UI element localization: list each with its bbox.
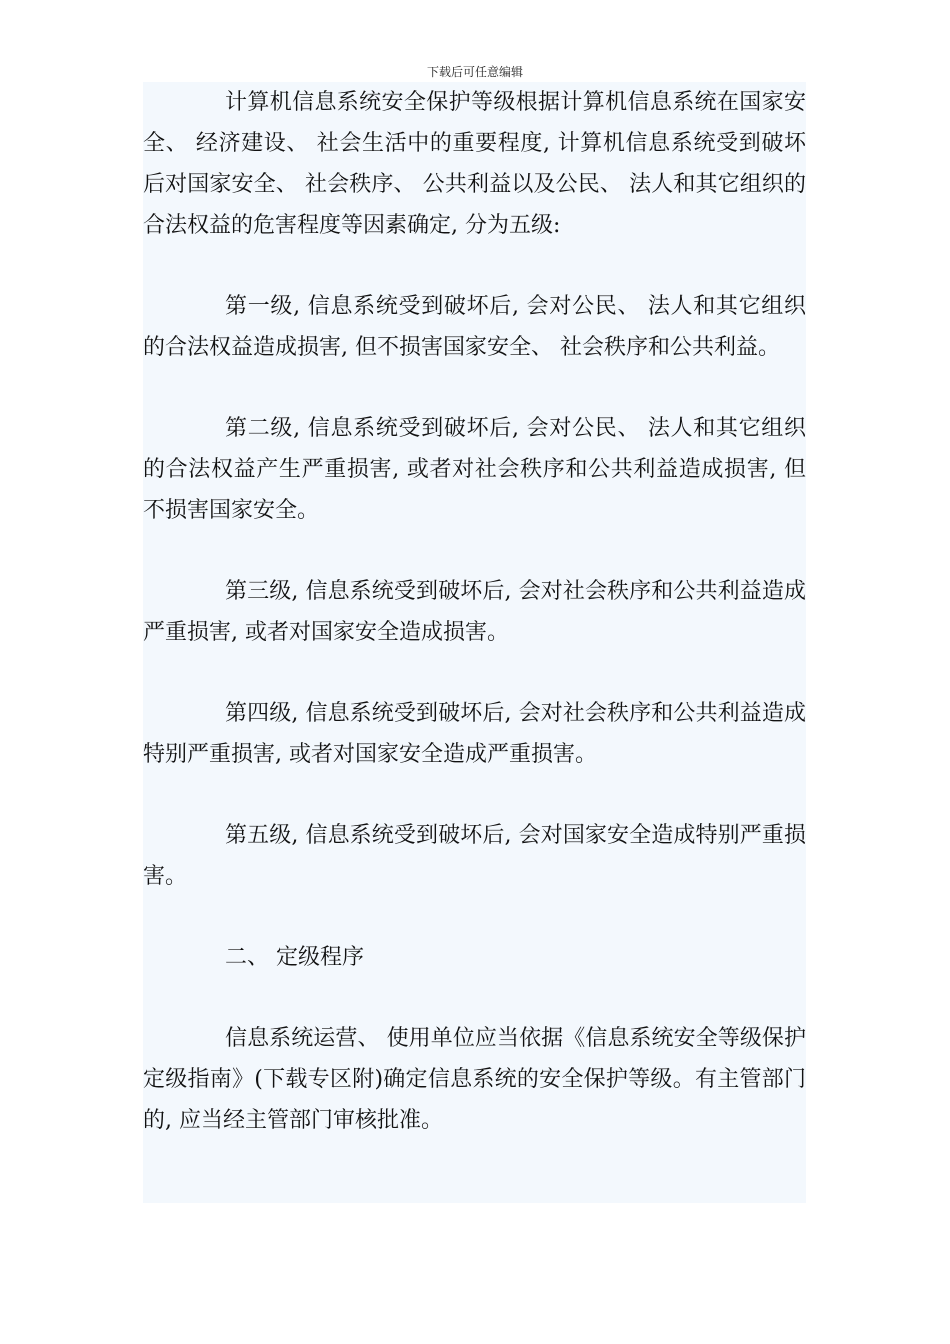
paragraph-gap <box>143 531 806 571</box>
paragraph-level-1: 第一级, 信息系统受到破坏后, 会对公民、 法人和其它组织的合法权益造成损害, 但不损害国家安全、 社会秩序和公共利益。 <box>143 294 806 360</box>
paragraph-level-2: 第二级, 信息系统受到破坏后, 会对公民、 法人和其它组织的合法权益产生严重损害, 或者对社会秩序和公共利益造成损害, 但不损害国家安全。 <box>143 416 806 523</box>
paragraph-intro: 计算机信息系统安全保护等级根据计算机信息系统在国家安全、 经济建设、 社会生活中的重要程度, 计算机信息系统受到破坏后对国家安全、 社会秩序、 公共利益以及公民、 法人和其它组织的合法权益的危害程度等因素确定, 分为五级: <box>143 90 806 238</box>
paragraph-gap <box>143 775 806 815</box>
section-heading-grading-procedure: 二、 定级程序 <box>225 945 364 970</box>
paragraph-gap <box>143 246 806 286</box>
paragraph-level-3: 第三级, 信息系统受到破坏后, 会对社会秩序和公共利益造成严重损害, 或者对国家安全造成损害。 <box>143 579 806 645</box>
paragraph-gap <box>143 978 806 1018</box>
paragraph-gap <box>143 368 806 408</box>
paragraph-level-4: 第四级, 信息系统受到破坏后, 会对社会秩序和公共利益造成特别严重损害, 或者对国家安全造成严重损害。 <box>143 701 806 767</box>
paragraph-gap <box>143 653 806 693</box>
paragraph-level-5: 第五级, 信息系统受到破坏后, 会对国家安全造成特别严重损害。 <box>143 823 806 889</box>
paragraph-gap <box>143 897 806 937</box>
document-body <box>143 82 806 1203</box>
page-header: 下载后可任意编辑 <box>426 65 523 79</box>
paragraph-grading-procedure: 信息系统运营、 使用单位应当依据《信息系统安全等级保护定级指南》(下载专区附)确定信息系统的安全保护等级。有主管部门的, 应当经主管部门审核批准。 <box>143 1026 806 1133</box>
